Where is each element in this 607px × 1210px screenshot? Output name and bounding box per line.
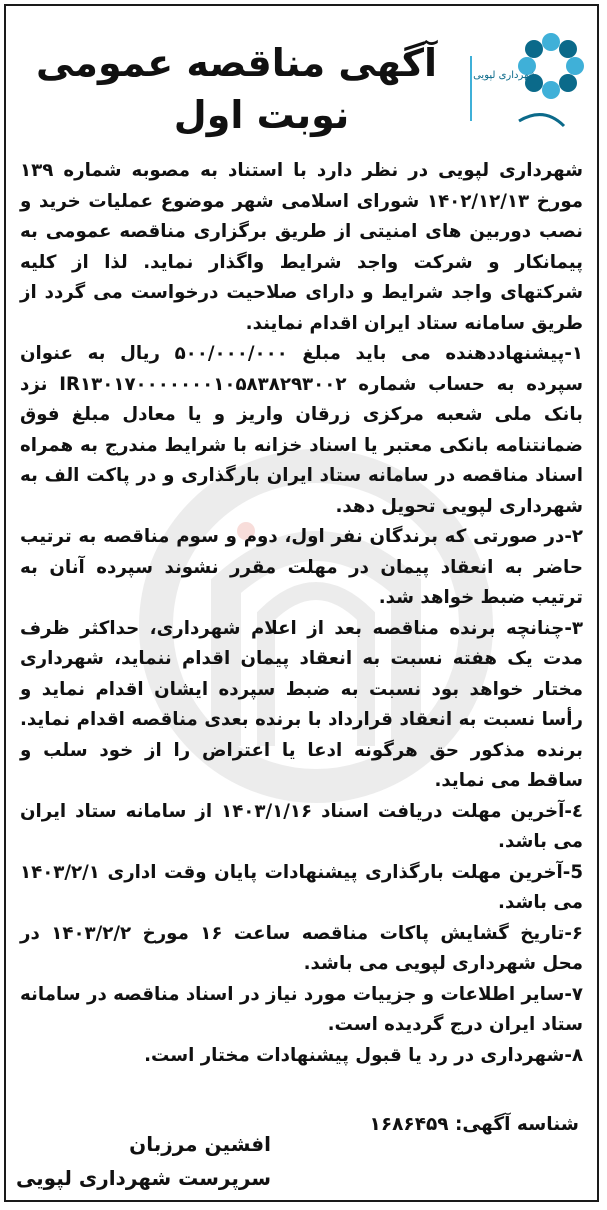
notice-round: نوبت اول	[173, 93, 350, 137]
signer-title: سرپرست شهرداری لپویی	[15, 1166, 271, 1190]
clause-1: ۱-پیشنهاددهنده می باید مبلغ ۵۰۰/۰۰۰/۰۰۰ ریال به عنوان سپرده به حساب شماره IR۱۳۰۱۷۰۰۰۰۰۰۰۱۰۵۸۳۸۲۹۳۰۰۲ نزد بانک ملی شعبه مرکزی زرقان واریز و یا معادل مبلغ فوق ضمانتنامه بانکی معتبر یا اسناد خزانه با شرایط مندرج به همراه اسناد مناقصه در سامانه ستاد ایران بارگذاری و در پاکت الف به شهرداری لپویی تحویل دهد.	[20, 343, 583, 517]
notice-title: آگهی مناقصه عمومی	[35, 41, 437, 85]
notice-frame	[4, 4, 599, 1202]
clause-3: ۳-چنانچه برنده مناقصه بعد از اعلام شهرداری، حداکثر ظرف مدت یک هفته نسبت به انعقاد پیمان اقدام ننماید، شهرداری مختار خواهد بود نسبت به ضبط سپرده ایشان اقدام نماید و رأسا نسبت به انعقاد قرارداد با برنده بعدی مناقصه اقدام نماید. برنده مذکور حق هرگونه ادعا یا اعتراض را از خود سلب و ساقط می نماید.	[20, 617, 583, 791]
clause-8: ۸-شهرداری در رد یا قبول پیشنهادات مختار است.	[144, 1044, 583, 1066]
signer-name: افشین مرزبان	[129, 1132, 271, 1156]
clause-4: ٤-آخرین مهلت دریافت اسناد ۱۴۰۳/۱/۱۶ از سامانه ستاد ایران می باشد.	[20, 800, 583, 852]
logo-text: شهرداری لپویی	[473, 70, 537, 81]
notice-body	[20, 156, 583, 1071]
clause-5: 5-آخرین مهلت بارگذاری پیشنهادات پایان وقت اداری ۱۴۰۳/۲/۱ می باشد.	[20, 861, 583, 913]
clause-6: ۶-تاریخ گشایش پاکات مناقصه ساعت ۱۶ مورخ ۱۴۰۳/۲/۲ در محل شهرداری لپویی می باشد.	[20, 922, 583, 974]
notice-id: شناسه آگهی: ۱۶۸۶۴۵۹	[369, 1114, 579, 1135]
clause-2: ۲-در صورتی که برندگان نفر اول، دوم و سوم مناقصه به ترتیب حاضر به انعقاد پیمان در مهلت مقرر نشوند سپرده آنان به ترتیب ضبط خواهد شد.	[20, 526, 583, 608]
municipality-logo	[459, 26, 589, 138]
clause-7: ۷-سایر اطلاعات و جزییات مورد نیاز در اسناد مناقصه در سامانه ستاد ایران درج گردیده است.	[20, 983, 583, 1035]
intro-paragraph: شهرداری لپویی در نظر دارد با استناد به مصوبه شماره ۱۳۹ مورخ ۱۴۰۲/۱۲/۱۳ شورای اسلامی شهر موضوع عملیات خرید و نصب دوربین های امنیتی از طریق برگزاری مناقصه عمومی به پیمانکار و شرکت واجد شرایط واگذار نماید. لذا از کلیه شرکتهای واجد شرایط و دارای صلاحیت درخواست می گردد از طریق سامانه ستاد ایران اقدام نمایند.	[20, 160, 583, 334]
